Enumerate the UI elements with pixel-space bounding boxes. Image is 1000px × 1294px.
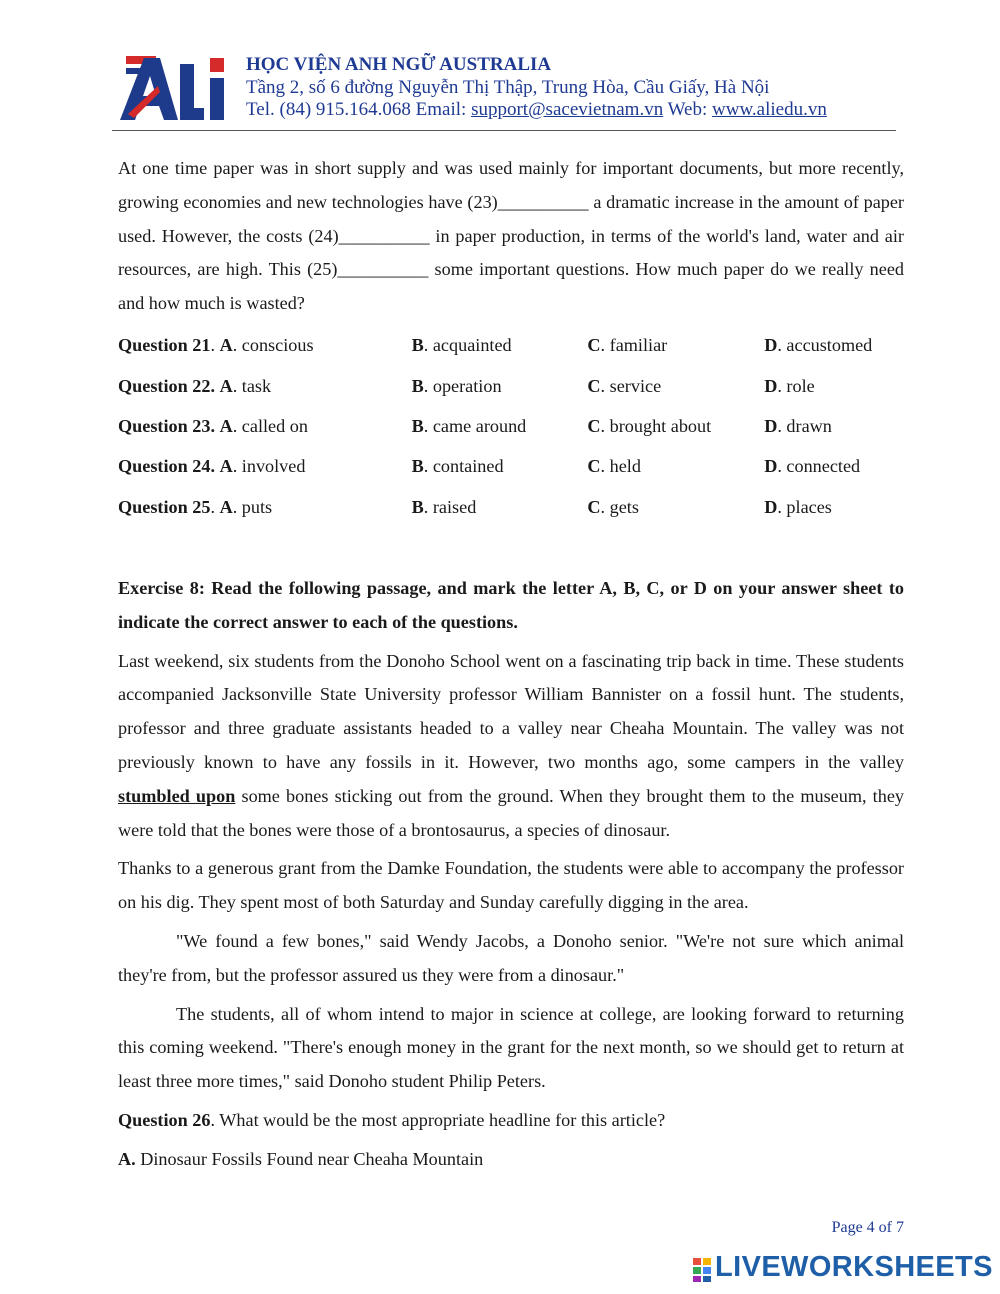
page-header bbox=[112, 48, 896, 131]
option-b[interactable]: B. contained bbox=[411, 456, 504, 477]
institute-name: HỌC VIỆN ANH NGỮ AUSTRALIA bbox=[246, 54, 552, 75]
option-d[interactable]: D. drawn bbox=[764, 416, 832, 437]
option-d[interactable]: D. accustomed bbox=[764, 335, 873, 356]
question-26: Question 26. What would be the most appropriate headline for this article? bbox=[118, 1109, 666, 1130]
question-row bbox=[118, 407, 904, 447]
liveworksheets-icon bbox=[693, 1258, 711, 1282]
question-row bbox=[118, 447, 904, 487]
option-d[interactable]: D. connected bbox=[764, 456, 861, 477]
question-26-option-a[interactable]: A. Dinosaur Fossils Found near Cheaha Mountain bbox=[118, 1148, 484, 1169]
option-c[interactable]: C. service bbox=[587, 375, 662, 396]
question-row bbox=[118, 366, 904, 406]
institute-address: Tầng 2, số 6 đường Nguyễn Thị Thập, Trung Hòa, Cầu Giấy, Hà Nội bbox=[246, 76, 770, 98]
option-d[interactable]: D. role bbox=[764, 375, 815, 396]
question-row bbox=[118, 488, 904, 528]
option-b[interactable]: B. operation bbox=[411, 375, 502, 396]
option-b[interactable]: B. came around bbox=[411, 416, 527, 437]
passage-paragraph-4: The students, all of whom intend to major in science at college, are looking forward to returning this coming weekend. "There's enough money in the grant for the next month, so we should get to return at least three more times," said Donoho student Philip Peters. bbox=[118, 1003, 904, 1092]
question-label: Question 23. A. called on bbox=[118, 416, 308, 437]
question-row bbox=[118, 326, 904, 366]
question-label: Question 24. A. involved bbox=[118, 456, 306, 477]
contact-line bbox=[246, 99, 827, 122]
liveworksheets-logo-text: LIVEWORKSHEETS bbox=[715, 1251, 993, 1283]
option-c[interactable]: C. familiar bbox=[587, 335, 668, 356]
option-b[interactable]: B. raised bbox=[411, 496, 477, 517]
option-d[interactable]: D. places bbox=[764, 496, 832, 517]
question-label: Question 22. A. task bbox=[118, 375, 272, 396]
question-label: Question 21. A. conscious bbox=[118, 335, 314, 356]
passage-paragraph-2: Thanks to a generous grant from the Damke Foundation, the students were able to accompany the professor on his dig. They spent most of both Saturday and Sunday carefully digging in the area. bbox=[118, 858, 904, 913]
highlighted-phrase: stumbled upon bbox=[118, 785, 236, 806]
email-link[interactable]: support@sacevietnam.vn bbox=[471, 99, 664, 120]
liveworksheets-brand bbox=[693, 1251, 993, 1284]
passage-paper: At one time paper was in short supply and was used mainly for important documents, but more recently, growing economies and new technologies have (23)__________ a dramatic increase in the amount of paper used. However, the costs (24)__________ in paper production, in terms of the world's land, water and air resources, are high. This (25)__________ some important questions. How much paper do we really need and how much is wasted? bbox=[118, 158, 904, 314]
option-b[interactable]: B. acquainted bbox=[411, 335, 512, 356]
page-content bbox=[118, 152, 904, 1181]
header-info bbox=[246, 54, 827, 122]
passage-paragraph-3: "We found a few bones," said Wendy Jacobs, a Donoho senior. "We're not sure which animal they're from, but the professor assured us they were from a dinosaur." bbox=[118, 930, 904, 985]
option-c[interactable]: C. held bbox=[587, 456, 641, 477]
web-label: Web: bbox=[663, 99, 712, 120]
tel-text: Tel. (84) 915.164.068 Email: bbox=[246, 99, 472, 120]
exercise-8-instruction: Exercise 8: Read the following passage, and mark the letter A, B, C, or D on your answer sheet to indicate the correct answer to each of the questions. bbox=[118, 577, 904, 632]
option-c[interactable]: C. gets bbox=[587, 496, 639, 517]
question-label: Question 25. A. puts bbox=[118, 496, 273, 517]
option-c[interactable]: C. brought about bbox=[587, 416, 712, 437]
web-link[interactable]: www.aliedu.vn bbox=[712, 99, 827, 120]
page-number: Page 4 of 7 bbox=[831, 1219, 904, 1236]
ali-logo bbox=[118, 52, 230, 122]
question-list bbox=[118, 326, 904, 528]
passage-paragraph-1: Last weekend, six students from the Donoho School went on a fascinating trip back in time. These students accompanied Jacksonville State University professor William Bannister on a fossil hunt. The students, professor and three graduate assistants headed to a valley near Cheaha Mountain. The valley was not previously known to have any fossils in it. However, two months ago, some campers in the valley stumbled upon some bones sticking out from the ground. When they brought them to the museum, they were told that the bones were those of a brontosaurus, a species of dinosaur. bbox=[118, 650, 904, 840]
